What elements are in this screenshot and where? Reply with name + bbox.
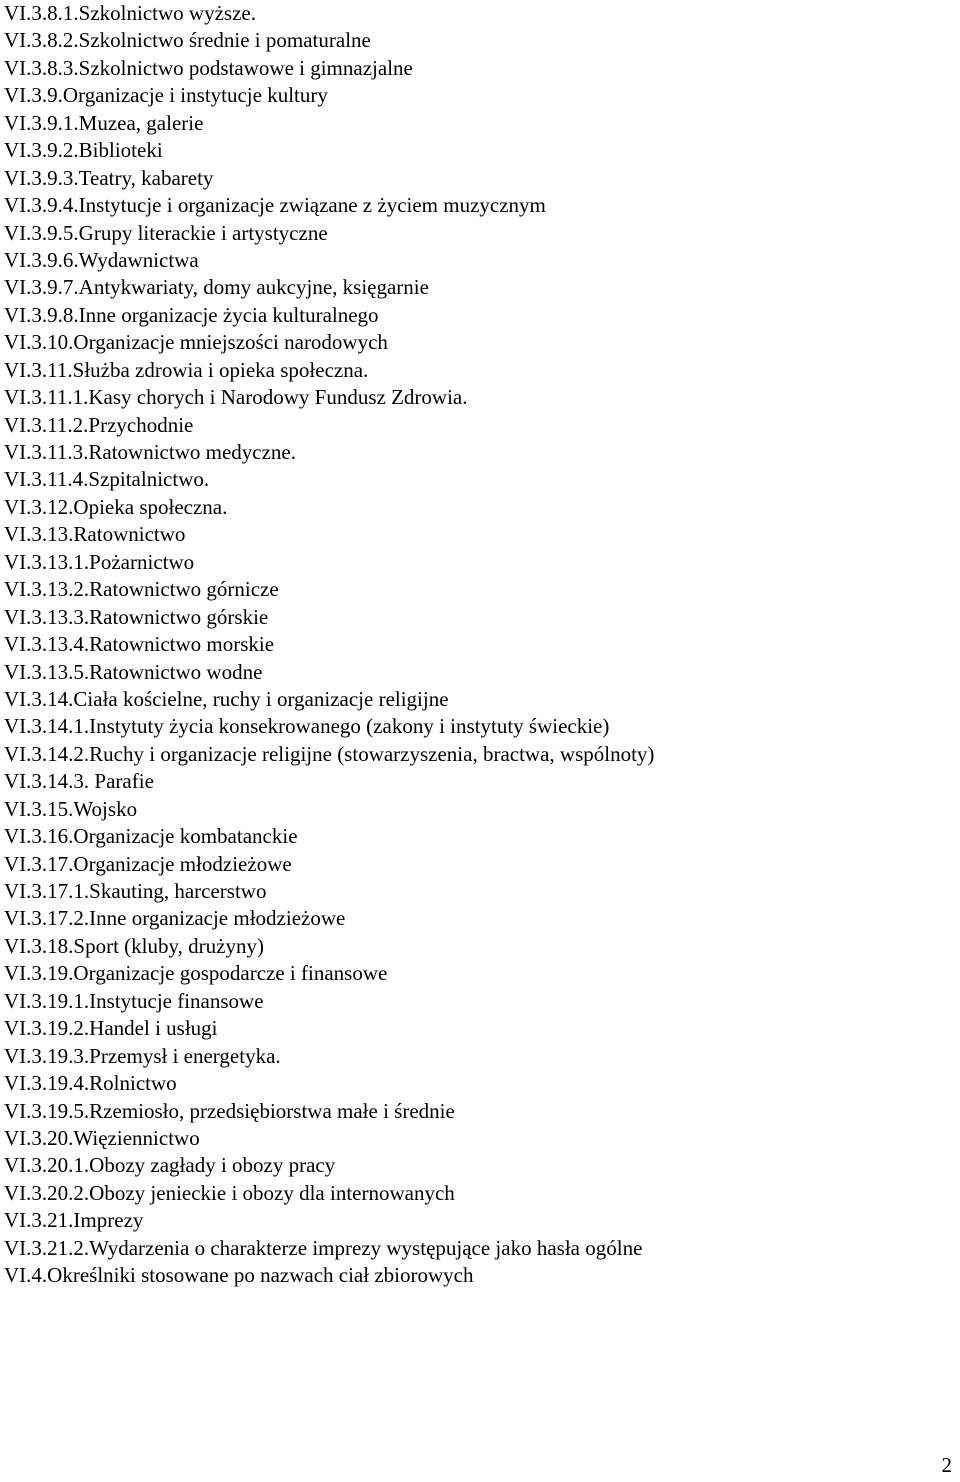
toc-entry-code: VI.3.13.3. [4,604,90,629]
toc-entry-code: VI.3.17.2. [4,906,90,931]
toc-entry-title: Rolnictwo [89,1071,177,1096]
toc-entry-code: VI.3.19.5. [4,1098,90,1123]
toc-entry-code: VI.3.19.1. [4,988,90,1013]
toc-entry-code: VI.3.9.6. [4,247,79,272]
toc-entry-code: VI.3.13. [4,522,74,547]
toc-entry [4,1152,654,1179]
toc-entry [4,659,654,686]
toc-entry [4,1207,654,1234]
toc-entry-code: VI.3.9.2. [4,138,79,163]
toc-entry-code: VI.3.8.3. [4,55,79,80]
toc-entry-code: VI.3.8.1. [4,1,79,25]
toc-entry [4,1015,654,1042]
toc-entry-title: Ciała kościelne, ruchy i organizacje religijne [73,686,449,711]
toc-entry-title: Ratownictwo górskie [89,604,269,629]
toc-entry-title: Handel i usługi [89,1016,218,1041]
toc-entry [4,549,654,576]
toc-entry [4,27,654,54]
toc-entry-title: Ratownictwo morskie [89,632,275,657]
toc-entry-code: VI.3.11.3. [4,440,89,464]
toc-entry-title: Szpitalnictwo. [88,467,210,492]
toc-entry [4,988,654,1015]
toc-entry-title: Wydarzenia o charakterze imprezy występujące jako hasła ogólne [89,1235,643,1260]
toc-entry [4,357,654,384]
toc-entry-title: Służba zdrowia i opieka społeczna. [72,357,369,382]
toc-entry-code: VI.3.11.1. [4,385,89,410]
toc-entry [4,1235,654,1262]
toc-entry-code: VI.3.17. [4,851,74,876]
toc-entry-code: VI.3.20. [4,1125,74,1150]
toc-entry-title: Ratownictwo górnicze [89,577,279,602]
toc-entry-code: VI.3.18. [4,933,74,958]
toc-entry [4,412,654,439]
toc-entry-title: Grupy literackie i artystyczne [78,220,328,245]
toc-entry-title: Inne organizacje młodzieżowe [89,906,346,931]
toc-entry [4,521,654,548]
toc-entry-code: VI.3.20.2. [4,1180,90,1205]
toc-entry-title: Organizacje i instytucje kultury [62,83,328,108]
toc-entry-code: VI.3.19.4. [4,1071,90,1096]
toc-entry-code: VI.3.9.5. [4,220,79,245]
toc-entry-title: Biblioteki [78,138,163,163]
toc-entry-code: VI.3.11.2. [4,412,89,437]
toc-entry-title: Opieka społeczna. [73,494,228,519]
toc-entry-title: Przemysł i energetyka. [89,1043,281,1068]
toc-entry-code: VI.4. [4,1263,48,1288]
toc-entry-title: Ruchy i organizacje religijne (stowarzyszenia, bractwa, wspólnoty) [89,741,655,766]
toc-entry-title: Organizacje kombatanckie [73,824,298,849]
toc-entry [4,1098,654,1125]
toc-entry-code: VI.3.9.1. [4,110,79,135]
toc-entry-title: Antykwariaty, domy aukcyjne, księgarnie [78,275,429,300]
toc-entry-title: Inne organizacje życia kulturalnego [78,302,379,327]
toc-entry [4,55,654,82]
toc-entry-title: Instytuty życia konsekrowanego (zakony i instytuty świeckie) [89,714,610,739]
toc-entry [4,494,654,521]
toc-entry [4,905,654,932]
toc-entry-title: Organizacje mniejszości narodowych [73,330,388,355]
toc-entry [4,576,654,603]
toc-entry-code: VI.3.17.1. [4,879,90,903]
toc-entry-code: VI.3.13.5. [4,659,90,684]
toc-entry-title: Pożarnictwo [89,549,195,574]
toc-entry-title: Wojsko [73,796,138,821]
toc-entry-title: Szkolnictwo średnie i pomaturalne [78,28,371,53]
toc-entry-title: Instytucje i organizacje związane z życiem muzycznym [78,193,546,218]
toc-entry-title: Przychodnie [88,412,194,437]
toc-entry-code: VI.3.13.4. [4,632,90,657]
page-number: 2 [941,1453,952,1477]
toc-entry-title: Instytucje finansowe [89,988,264,1013]
toc-entry-code: VI.3.14.1. [4,714,90,739]
toc-entry-code: VI.3.9. [4,83,63,108]
toc-entry-title: Określniki stosowane po nazwach ciał zbiorowych [47,1263,474,1288]
toc-entry [4,329,654,356]
toc-entry [4,1043,654,1070]
toc-entry [4,192,654,219]
toc-entry [4,713,654,740]
toc-entry [4,933,654,960]
toc-entry-title: Teatry, kabarety [78,165,214,190]
table-of-contents [4,0,654,1290]
toc-entry-title: Organizacje gospodarcze i finansowe [73,961,388,986]
toc-entry-code: VI.3.10. [4,330,74,355]
toc-entry-title: Ratownictwo medyczne. [88,440,296,464]
toc-entry-code: VI.3.15. [4,796,74,821]
toc-entry [4,1125,654,1152]
toc-entry [4,823,654,850]
toc-entry [4,82,654,109]
toc-entry-title: Obozy zagłady i obozy pracy [89,1153,336,1178]
toc-entry-title: Sport (kluby, drużyny) [73,933,264,958]
toc-entry [4,220,654,247]
toc-entry-code: VI.3.13.1. [4,549,90,574]
toc-entry-code: VI.3.12. [4,494,74,519]
toc-entry [4,1262,654,1289]
toc-entry-title: Obozy jenieckie i obozy dla internowanych [89,1180,455,1205]
toc-entry-code: VI.3.8.2. [4,28,79,53]
toc-entry-code: VI.3.13.2. [4,577,90,602]
toc-entry-title: Organizacje młodzieżowe [73,851,292,876]
toc-entry [4,878,654,905]
toc-entry [4,796,654,823]
toc-entry-title: Wydawnictwa [78,247,199,272]
toc-entry-title: Rzemiosło, przedsiębiorstwa małe i średnie [89,1098,455,1123]
toc-entry-title: Ratownictwo [73,522,186,547]
toc-entry-title: Imprezy [73,1208,144,1233]
toc-entry [4,741,654,768]
toc-entry [4,274,654,301]
toc-entry-code: VI.3.21.2. [4,1235,90,1260]
toc-entry [4,686,654,713]
toc-entry-title: Szkolnictwo wyższe. [78,1,256,25]
toc-entry-title: Skauting, harcerstwo [89,879,267,903]
toc-entry [4,302,654,329]
toc-entry-code: VI.3.19.2. [4,1016,90,1041]
toc-entry [4,0,654,27]
toc-entry-code: VI.3.11. [4,357,73,382]
toc-entry [4,110,654,137]
toc-entry [4,439,654,466]
toc-entry [4,165,654,192]
toc-entry-title: Kasy chorych i Narodowy Fundusz Zdrowia. [88,385,468,410]
toc-entry [4,137,654,164]
toc-entry-title: Więziennictwo [73,1125,200,1150]
toc-entry-title: Muzea, galerie [78,110,204,135]
toc-entry [4,384,654,411]
toc-entry-code: VI.3.16. [4,824,74,849]
toc-entry [4,604,654,631]
toc-entry-code: VI.3.14.2. [4,741,90,766]
toc-entry-title: Szkolnictwo podstawowe i gimnazjalne [78,55,413,80]
toc-entry [4,768,654,795]
toc-entry-code: VI.3.9.3. [4,165,79,190]
toc-entry-code: VI.3.21. [4,1208,74,1233]
toc-entry [4,631,654,658]
toc-entry-code: VI.3.19.3. [4,1043,90,1068]
toc-entry-code: VI.3.11.4. [4,467,89,492]
toc-entry [4,1070,654,1097]
toc-entry-title: Ratownictwo wodne [89,659,263,684]
toc-entry-code: VI.3.9.7. [4,275,79,300]
toc-entry-title: Parafie [94,769,154,794]
toc-entry [4,1180,654,1207]
toc-entry-code: VI.3.19. [4,961,74,986]
toc-entry [4,960,654,987]
toc-entry-code: VI.3.20.1. [4,1153,90,1178]
toc-entry-code: VI.3.9.8. [4,302,79,327]
toc-entry-code: VI.3.14. [4,686,74,711]
toc-entry [4,247,654,274]
toc-entry [4,466,654,493]
toc-entry [4,851,654,878]
toc-entry-code: VI.3.14.3. [4,769,95,794]
toc-entry-code: VI.3.9.4. [4,193,79,218]
